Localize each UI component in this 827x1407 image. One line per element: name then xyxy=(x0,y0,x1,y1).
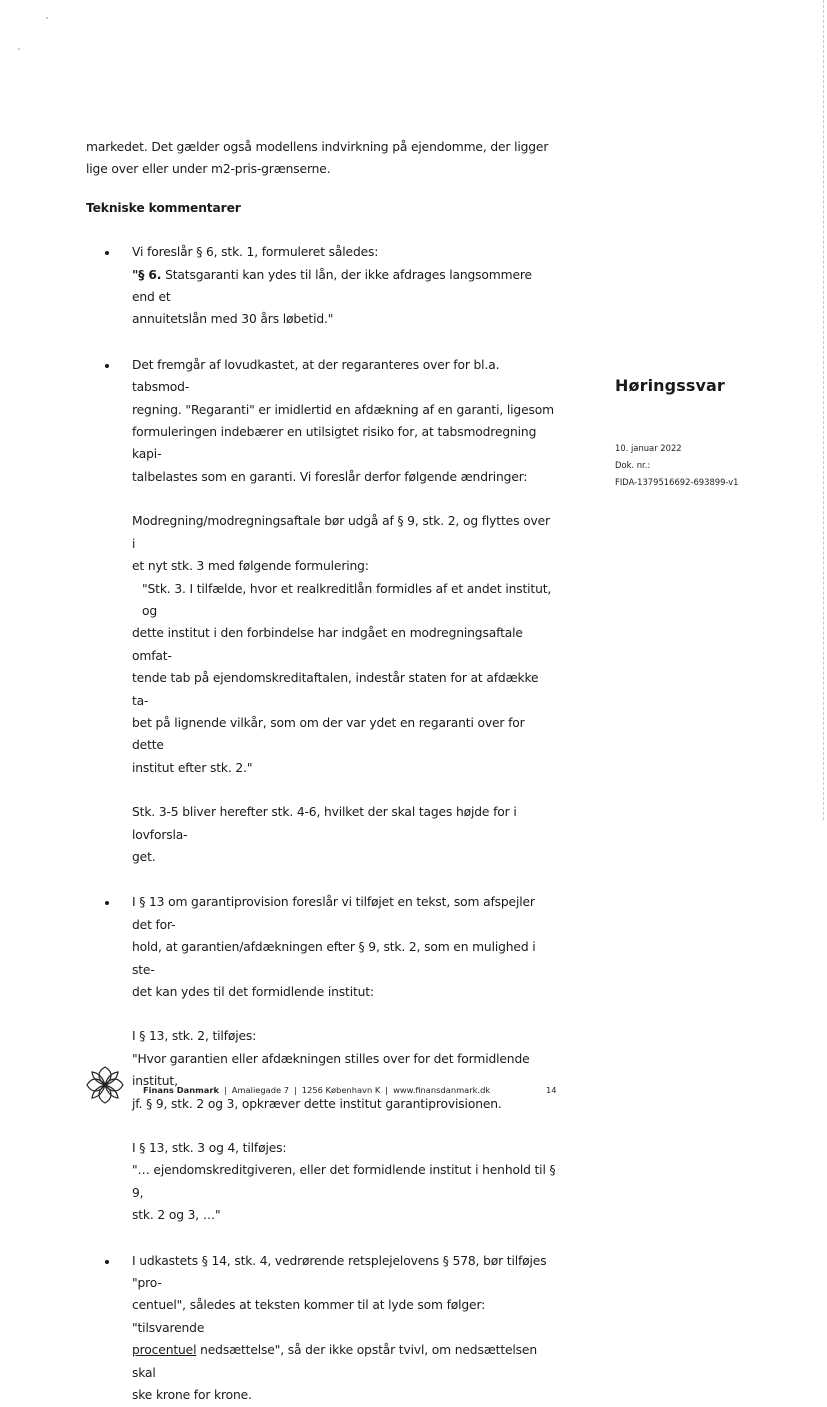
bullet-icon xyxy=(105,1260,109,1264)
text-line: talbelastes som en garanti. Vi foreslår derfor følgende ændringer: xyxy=(132,469,528,484)
text-line: annuitetslån med 30 års løbetid." xyxy=(132,312,334,327)
text-line: Modregning/modregningsaftale bør udgå af § 9, stk. 2, og flyttes over i xyxy=(132,514,550,551)
footer-separator: | xyxy=(385,1085,389,1095)
footer-address xyxy=(143,1085,490,1095)
page-edge-line xyxy=(823,0,824,820)
text-line: centuel", således at teksten kommer til at lyde som følger: "tilsvarende xyxy=(132,1298,486,1335)
section-heading: Tekniske kommentarer xyxy=(86,200,241,215)
document-date: 10. januar 2022 xyxy=(615,443,682,453)
text-line: I udkastets § 14, stk. 4, vedrørende retsplejelovens § 578, bør tilføjes "pro- xyxy=(132,1253,547,1291)
text-line: et nyt stk. 3 med følgende formulering: xyxy=(132,559,369,574)
document-number: FIDA-1379516692-693899-v1 xyxy=(615,477,739,487)
text-line: formuleringen indebærer en utilsigtet risiko for, at tabsmodregning kapi- xyxy=(132,425,537,462)
list-item xyxy=(86,891,556,1226)
page-footer xyxy=(84,1064,564,1110)
list-item xyxy=(86,241,556,331)
footer-separator: | xyxy=(224,1085,227,1095)
comment-list xyxy=(86,241,556,1406)
quote-line: institut efter stk. 2." xyxy=(132,760,253,775)
text-line: jf. § 9, stk. 2 og 3, opkræver dette institut garantiprovisionen. xyxy=(132,1096,502,1111)
text-line: Vi foreslår § 6, stk. 1, formuleret således: xyxy=(132,245,379,260)
quote-line: bet på lignende vilkår, som om der var ydet en regaranti over for dette xyxy=(132,715,525,753)
footer-website: www.finansdanmark.dk xyxy=(393,1085,491,1095)
text-line: get. xyxy=(132,849,156,864)
finans-danmark-logo-icon xyxy=(84,1064,126,1106)
bullet-icon xyxy=(105,251,109,255)
text-line: "… ejendomskreditgiveren, eller det formidlende institut i henhold til § 9, xyxy=(132,1163,556,1200)
main-content xyxy=(86,136,556,1407)
text-line: I § 13 om garantiprovision foreslår vi tilføjet en tekst, som afspejler det for- xyxy=(132,895,535,932)
document-number-label: Dok. nr.: xyxy=(615,460,651,470)
footer-separator: | xyxy=(294,1085,297,1095)
document-meta xyxy=(615,440,815,491)
quote-line: "Stk. 3. I tilfælde, hvor et realkreditlån formidles af et andet institut, og xyxy=(142,581,552,618)
scan-speck xyxy=(18,48,20,50)
quote-line: dette institut i den forbindelse har indgået en modregningsaftale omfat- xyxy=(132,626,523,663)
text-line: stk. 2 og 3, …" xyxy=(132,1208,221,1223)
bullet-icon xyxy=(105,901,109,905)
document-type-title: Høringssvar xyxy=(615,376,725,395)
text-line: Stk. 3-5 bliver herefter stk. 4-6, hvilket der skal tages højde for i lovforsla- xyxy=(132,805,517,842)
text-line: I § 13, stk. 2, tilføjes: xyxy=(132,1029,257,1044)
text-line: regning. "Regaranti" er imidlertid en afdækning af en garanti, ligesom xyxy=(132,402,554,417)
text-line: ske krone for krone. xyxy=(132,1388,252,1403)
text-line: hold, at garantien/afdækningen efter § 9, stk. 2, som en mulighed i ste- xyxy=(132,940,536,977)
text-line: "Hvor garantien eller afdækningen stilles over for det formidlende institut, xyxy=(132,1051,530,1089)
paragraph-label: "§ 6. xyxy=(132,267,162,282)
text-span: Statsgaranti kan ydes til lån, der ikke afdrages langsommere end et xyxy=(132,267,532,305)
intro-line: markedet. Det gælder også modellens indvirkning på ejendomme, der ligger xyxy=(86,140,549,154)
footer-postal: 1256 København K xyxy=(301,1085,381,1095)
text-line: det kan ydes til det formidlende institut: xyxy=(132,985,374,999)
quote-line: tende tab på ejendomskreditaftalen, indestår staten for at afdække ta- xyxy=(132,671,539,708)
text-span: nedsættelse", så der ikke opstår tvivl, om nedsættelsen skal xyxy=(132,1343,537,1380)
footer-brand: Finans Danmark xyxy=(143,1085,219,1095)
sidebar xyxy=(615,376,815,491)
text-line xyxy=(132,1339,556,1384)
underlined-term: procentuel xyxy=(132,1343,197,1358)
footer-street: Amaliegade 7 xyxy=(231,1085,289,1095)
text-line xyxy=(132,264,556,309)
list-item xyxy=(86,1250,556,1407)
text-line: I § 13, stk. 3 og 4, tilføjes: xyxy=(132,1141,287,1156)
list-item xyxy=(86,354,556,869)
bullet-icon xyxy=(105,364,109,368)
scan-speck xyxy=(46,17,48,19)
intro-line: lige over eller under m2-pris-grænserne. xyxy=(86,162,331,177)
text-line: Det fremgår af lovudkastet, at der regaranteres over for bl.a. tabsmod- xyxy=(132,357,500,395)
page-number: 14 xyxy=(546,1085,557,1095)
